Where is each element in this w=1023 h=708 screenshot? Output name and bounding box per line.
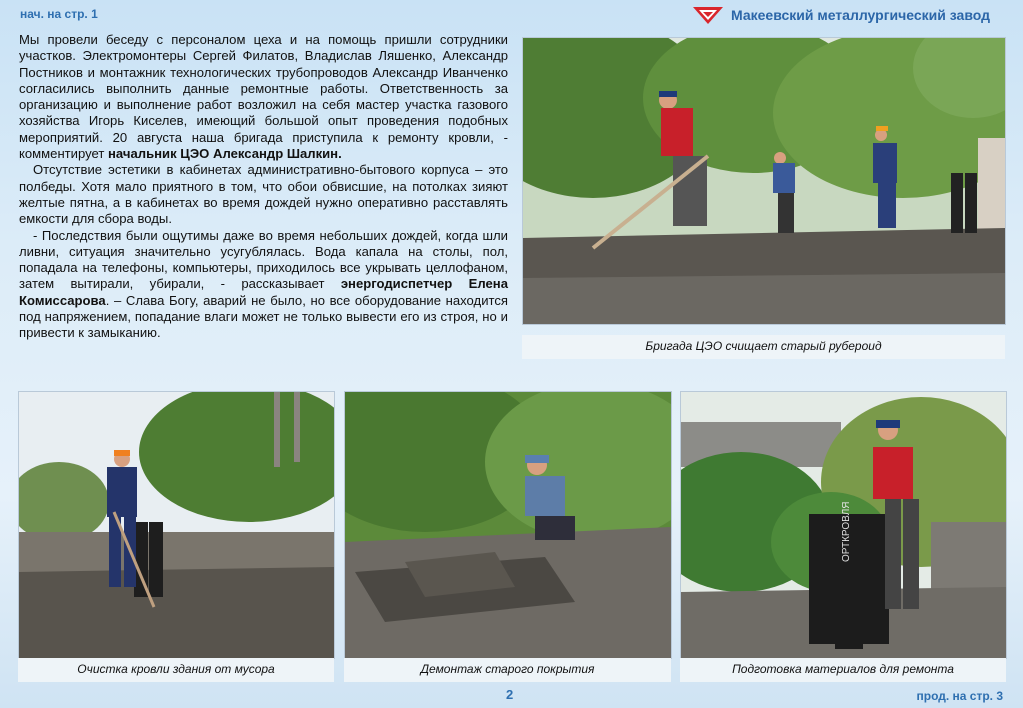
article-paragraph-1: Мы провели беседу с персоналом цеха и на помощь пришли сотрудники участков. Электромонтеры Сергей Филатов, Владислав Ляшенко, Александр Постников и монтажник технологических трубопроводов Александр Иванченко согласились выполнить данные ремонтные работы. Ответственность за организацию и выполнение работ возложил на себя мастер участка газового хозяйства Игорь Киселев, имеющий большой опыт проведения подобных мероприятий. 20 августа наша бригада приступила к ремонту кровли, - комментирует начальник ЦЭО Александр Шалкин. xyxy=(19,32,508,162)
article-author-1: начальник ЦЭО Александр Шалкин. xyxy=(108,146,342,162)
photo-materials xyxy=(680,391,1007,659)
caption-roof-cleaning: Очистка кровли здания от мусора xyxy=(18,658,334,682)
company-name: Макеевский металлургический завод xyxy=(731,7,991,23)
article-author-2: энергодиспетчер Елена Комиссарова xyxy=(19,276,508,308)
main-photo-caption: Бригада ЦЭО счищает старый рубероид xyxy=(522,335,1005,359)
roll-label: ОРТКРОВЛЯ xyxy=(841,501,852,562)
photo-roof-cleaning xyxy=(18,391,335,659)
continued-on-label: прод. на стр. 3 xyxy=(916,689,1003,703)
article-paragraph-3: - Последствия были ощутимы даже во время небольших дождей, когда шли ливни, ситуация значительно усугублялась. Вода капала на столы, пол, попадала на телефоны, компьютеры, приходилось все укрывать целлофаном, затем вытирали, убирали, - рассказывает энергодиспетчер Елена Комиссарова. – Слава Богу, аварий не было, но все оборудование находится под напряжением, попадание влаги может не только вывести его из строя, но и привести к замыканию. xyxy=(19,227,508,341)
continued-from-label: нач. на стр. 1 xyxy=(20,7,98,21)
company-logo-icon xyxy=(691,4,725,26)
photo-dismantling xyxy=(344,391,672,659)
article-body xyxy=(19,32,508,342)
article-paragraph-2: Отсутствие эстетики в кабинетах административно-бытового корпуса – это полбеды. Хотя мало приятного в том, что обои обвисшие, на потолках зияют желтые пятна, а в кабинетах во время дождей нужно оперативно расставлять емкости для сбора воды. xyxy=(19,162,508,227)
caption-dismantling: Демонтаж старого покрытия xyxy=(344,658,671,682)
main-photo xyxy=(522,37,1006,325)
caption-materials: Подготовка материалов для ремонта xyxy=(680,658,1006,682)
page-number: 2 xyxy=(506,687,514,702)
company-logo xyxy=(691,3,1011,27)
